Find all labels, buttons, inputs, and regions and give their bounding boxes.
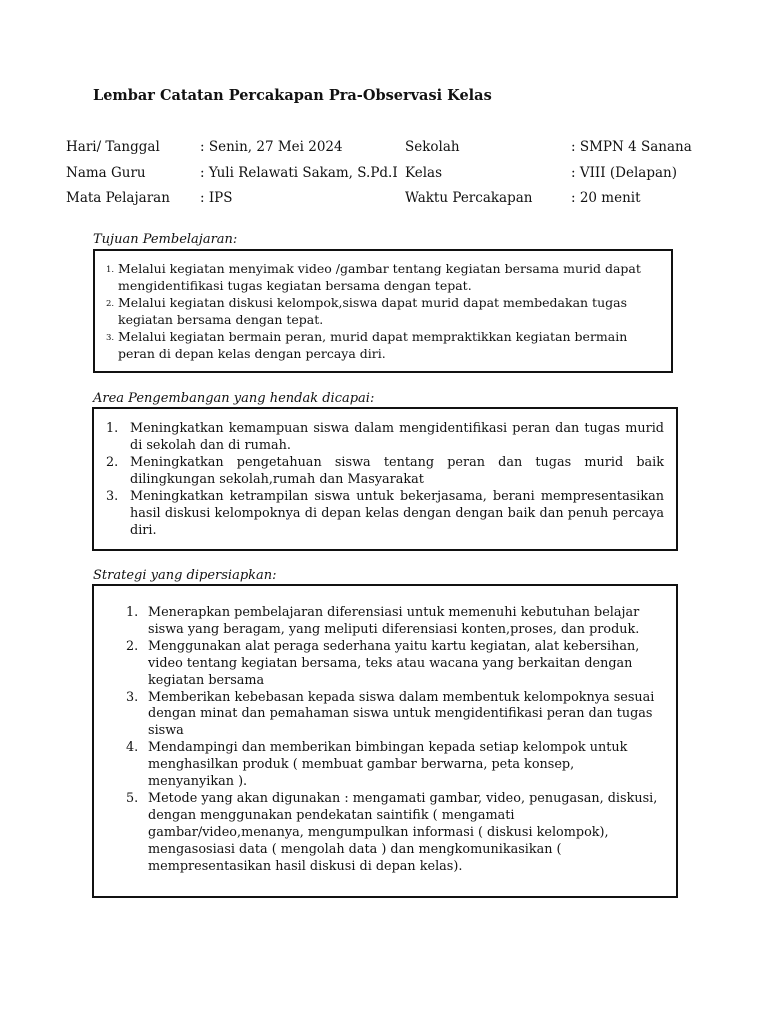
list-text-line: siswa [148,723,184,739]
list-item [99,329,665,362]
list-item [98,605,670,639]
list-number: 1. [126,605,139,620]
info-label-kelas: Kelas [405,165,443,181]
list-text-line: kegiatan bersama [148,672,265,688]
tujuan-box [93,249,673,373]
list-text-line: siswa yang beragam, yang meliputi diferensiasi konten,proses, dan produk. [148,621,640,637]
list-number: 1. [106,265,115,275]
info-value-nama-guru: : Yuli Relawati Sakam, S.Pd.I [200,165,398,181]
list-text-line: Mendampingi dan memberikan bimbingan kepada setiap kelompok untuk [148,740,628,756]
info-label-nama-guru: Nama Guru [66,165,146,181]
list-text-line: Menggunakan alat peraga sederhana yaitu kartu kegiatan, alat kebersihan, [148,638,640,654]
list-text-line: mengidentifikasi tugas kegiatan bersama dengan tepat. [118,277,472,293]
list-item [98,420,664,454]
list-number: 2. [106,299,115,309]
strategi-heading: Strategi yang dipersiapkan: [93,568,277,583]
list-text-line: menyanyikan ). [148,774,248,790]
list-text-line: peran di depan kelas dengan percaya diri. [118,345,386,361]
area-box [92,407,678,551]
strategi-box [92,584,678,898]
list-item [98,791,670,876]
info-value-kelas: : VIII (Delapan) [571,165,677,181]
info-value-hari-tanggal: : Senin, 27 Mei 2024 [200,139,343,155]
list-text-line: dengan minat dan pemahaman siswa untuk mengidentifikasi peran dan tugas [148,706,653,722]
info-label-hari-tanggal: Hari/ Tanggal [66,139,160,155]
list-item [98,488,664,539]
list-number: 3. [126,689,139,705]
info-value-waktu-percakapan: : 20 menit [571,190,641,206]
list-text-line: Metode yang akan digunakan : mengamati gambar, video, penugasan, diskusi, [148,790,658,806]
list-text-line: Menerapkan pembelajaran diferensiasi untuk memenuhi kebutuhan belajar [148,605,640,620]
list-text-line: Melalui kegiatan menyimak video /gambar tentang kegiatan bersama murid dapat [118,261,641,276]
list-item [99,295,665,328]
list-number: 3. [106,333,115,343]
tujuan-list [99,261,665,362]
list-text-line: Melalui kegiatan diskusi kelompok,siswa dapat murid dapat membedakan tugas [118,295,628,310]
document-title: Lembar Catatan Percakapan Pra-Observasi Kelas [93,87,492,104]
list-number: 2. [126,638,139,654]
list-text-line: menghasilkan produk ( membuat gambar berwarna, peta konsep, [148,757,575,773]
list-text: Meningkatkan ketrampilan siswa untuk bekerjasama, berani mempresentasikan hasil diskusi kelompoknya di depan kelas dengan dengan baik dan penuh percaya diri. [130,489,664,538]
list-text-line: kegiatan bersama dengan tepat. [118,311,324,327]
list-item [98,639,670,690]
list-text: Meningkatkan pengetahuan siswa tentang peran dan tugas murid baik dilingkungan sekolah,rumah dan Masyarakat [130,455,664,487]
info-value-mata-pelajaran: : IPS [200,190,233,206]
list-text-line: dengan menggunakan pendekatan saintifik ( mengamati [148,807,515,823]
list-item [98,690,670,741]
list-text-line: mengasosiasi data ( mengolah data ) dan mengkomunikasikan ( [148,841,562,857]
strategi-list [98,605,670,876]
list-number: 5. [126,790,139,806]
area-list [98,420,664,539]
list-text-line: Melalui kegiatan bermain peran, murid dapat mempraktikkan kegiatan bermain [118,329,628,344]
list-text-line: Memberikan kebebasan kepada siswa dalam membentuk kelompoknya sesuai [148,689,655,705]
list-item [98,740,670,791]
list-number: 4. [126,740,139,756]
list-number: 3. [106,489,119,504]
area-heading: Area Pengembangan yang hendak dicapai: [93,391,375,406]
info-value-sekolah: : SMPN 4 Sanana [571,139,692,155]
list-text-line: mempresentasikan hasil diskusi di depan kelas). [148,858,463,874]
list-text-line: gambar/video,menanya, mengumpulkan informasi ( diskusi kelompok), [148,824,609,840]
list-text: Meningkatkan kemampuan siswa dalam mengidentifikasi peran dan tugas murid di sekolah dan di rumah. [130,421,664,453]
info-label-mata-pelajaran: Mata Pelajaran [66,190,170,206]
info-label-waktu-percakapan: Waktu Percakapan [405,190,533,206]
info-label-sekolah: Sekolah [405,139,460,155]
list-text-line: video tentang kegiatan bersama, teks atau wacana yang berkaitan dengan [148,655,633,671]
list-item [98,454,664,488]
list-number: 1. [106,421,119,436]
tujuan-heading: Tujuan Pembelajaran: [93,232,238,247]
list-item [99,261,665,294]
list-number: 2. [106,455,119,470]
